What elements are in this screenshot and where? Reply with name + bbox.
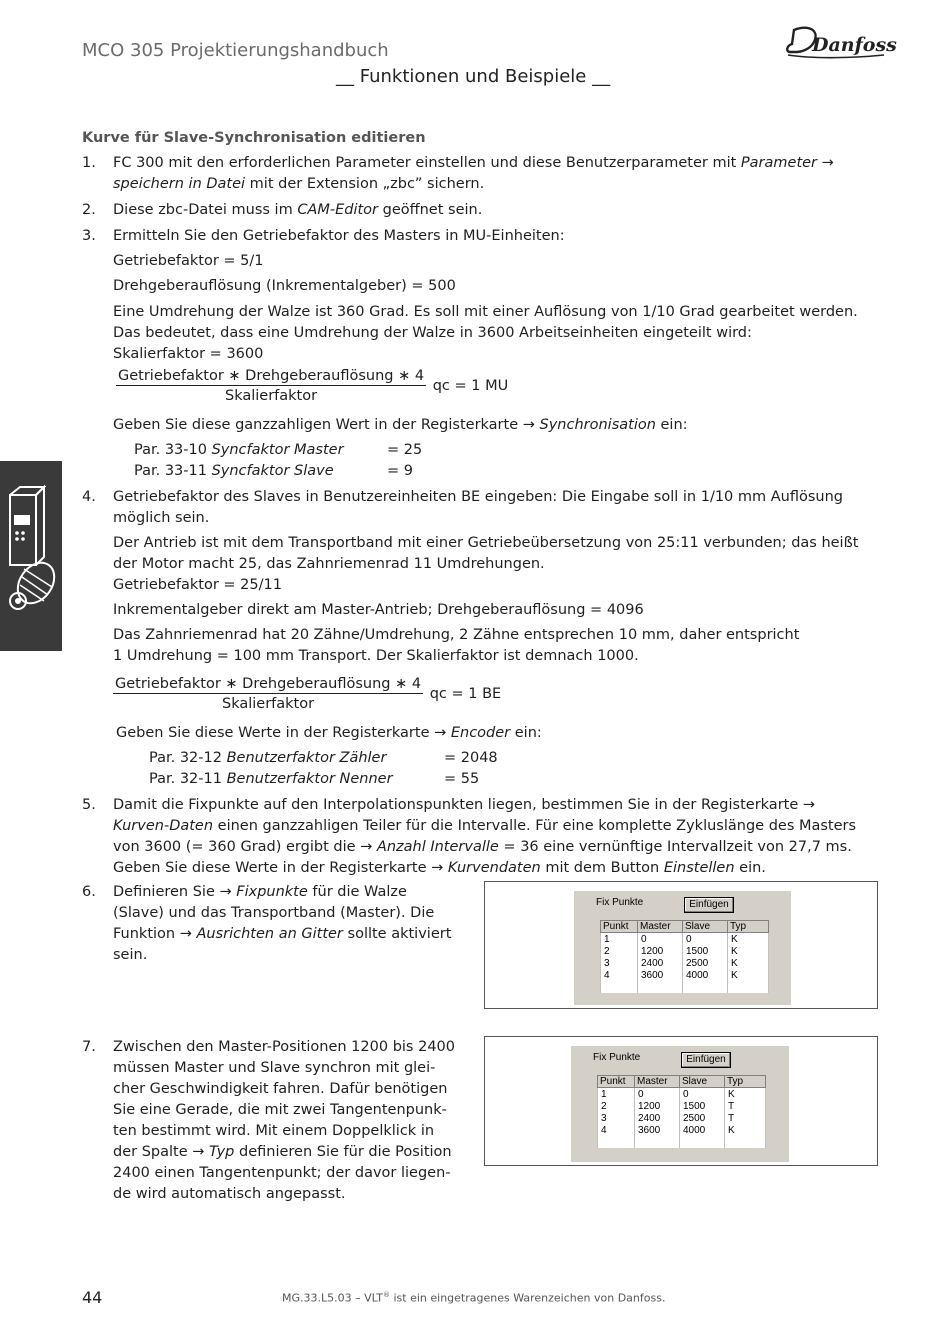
- step-3-number: 3.: [82, 228, 96, 244]
- fixpunkte-screenshot-1: [484, 881, 878, 1009]
- danfoss-logo: [784, 22, 897, 66]
- fixpunkte-table: [597, 1075, 766, 1148]
- column-header[interactable]: Punkt: [601, 921, 638, 933]
- step-4-description: Der Antrieb ist mit dem Transportband mit einer Getriebeübersetzung von 25:11 verbunden; das heißt der Motor macht 25, das Zahnriemenrad 11 Umdrehungen. Getriebefaktor = 25/11: [113, 535, 859, 593]
- formula-denominator: Skalierfaktor: [225, 388, 318, 404]
- table-row[interactable]: 3 2400 2500 K: [601, 957, 769, 969]
- step-4-formula: [113, 676, 501, 712]
- step-2-number: 2.: [82, 202, 96, 218]
- chapter-side-tab: [0, 461, 62, 651]
- table-row[interactable]: 3 2400 2500 T: [598, 1112, 766, 1124]
- formula-numerator: Getriebefaktor ∗ Drehgeberauflösung ∗ 4: [115, 676, 422, 692]
- column-header[interactable]: Typ: [728, 921, 769, 933]
- column-header[interactable]: Master: [635, 1076, 680, 1088]
- step-3-intro: Ermitteln Sie den Getriebefaktor des Masters in MU-Einheiten:: [113, 228, 565, 244]
- param-33-10: Par. 33-10 Syncfaktor Master: [134, 442, 344, 458]
- fix-punkte-dialog: [571, 1046, 789, 1162]
- step-3-gear: Getriebefaktor = 5/1: [113, 253, 264, 269]
- step-4-transport: Das Zahnriemenrad hat 20 Zähne/Umdrehung, 2 Zähne entsprechen 10 mm, daher entspricht 1 Umdrehung = 100 mm Transport. Der Skalierfaktor ist demnach 1000.: [113, 627, 800, 664]
- step-4-encoder: Inkrementalgeber direkt am Master-Antrieb; Drehgeberauflösung = 4096: [113, 602, 644, 618]
- step-5-text: Damit die Fixpunkte auf den Interpolationspunkten liegen, bestimmen Sie in der Registerkarte → Kurven-Daten einen ganzzahligen Teiler für die Intervalle. Für eine komplette Zykluslänge des Masters von 3600 (= 360 Grad) ergibt die → Anzahl Intervalle = 36 eine vernünftige Intervallzeit von 27,7 ms. Geben Sie diese Werte in der Registerkarte → Kurvendaten mit dem Button Einstellen ein.: [113, 797, 857, 876]
- step-3-description: Eine Umdrehung der Walze ist 360 Grad. Es soll mit einer Auflösung von 1/10 Grad gearbeitet werden. Das bedeutet, dass eine Umdrehung der Walze in 3600 Arbeitseinheiten eingeteilt wird: Skalierfaktor = 3600: [113, 304, 858, 362]
- step-6-text: Definieren Sie → Fixpunkte für die Walze (Slave) und das Transportband (Master). Die Funktion → Ausrichten an Gitter sollte aktiviert sein.: [113, 884, 452, 963]
- page-number: 44: [82, 1288, 103, 1307]
- footer-text: MG.33.L5.03 – VLT® ist ein eingetragenes Warenzeichen von Danfoss.: [282, 1291, 666, 1305]
- column-header[interactable]: Punkt: [598, 1076, 635, 1088]
- fixpunkte-screenshot-2: [484, 1036, 878, 1166]
- step-2-text: Diese zbc-Datei muss im CAM-Editor geöffnet sein.: [113, 202, 483, 218]
- param-32-11: Par. 32-11 Benutzerfaktor Nenner: [149, 771, 393, 787]
- einfuegen-button[interactable]: Einfügen: [681, 1052, 731, 1068]
- fix-punkte-dialog: [574, 891, 791, 1005]
- column-header[interactable]: Slave: [680, 1076, 725, 1088]
- formula-result: qc = 1 BE: [429, 686, 502, 702]
- step-6-number: 6.: [82, 884, 96, 900]
- section-heading: Kurve für Slave-Synchronisation editieren: [82, 130, 426, 146]
- table-row[interactable]: 1 0 0 K: [601, 933, 769, 946]
- document-title: MCO 305 Projektierungshandbuch: [82, 40, 389, 61]
- dialog-title: Fix Punkte: [596, 897, 644, 908]
- step-4-number: 4.: [82, 489, 96, 505]
- param-32-12: Par. 32-12 Benutzerfaktor Zähler: [149, 750, 387, 766]
- column-header[interactable]: Master: [638, 921, 683, 933]
- formula-numerator: Getriebefaktor ∗ Drehgeberauflösung ∗ 4: [118, 368, 425, 384]
- param-33-10-value: = 25: [387, 442, 423, 458]
- column-header[interactable]: Slave: [683, 921, 728, 933]
- param-33-11: Par. 33-11 Syncfaktor Slave: [134, 463, 334, 479]
- section-title: __ Funktionen und Beispiele __: [336, 66, 611, 87]
- table-row-empty[interactable]: [598, 1136, 766, 1148]
- drive-motor-icon: [0, 461, 62, 651]
- step-3-encoder: Drehgeberauflösung (Inkrementalgeber) = 500: [113, 278, 456, 294]
- step-1-text: FC 300 mit den erforderlichen Parameter einstellen und diese Benutzerparameter mit Parameter → speichern in Datei mit der Extension „zbc” sichern.: [113, 155, 834, 192]
- table-row[interactable]: 4 3600 4000 K: [598, 1124, 766, 1136]
- formula-denominator: Skalierfaktor: [222, 696, 315, 712]
- column-header[interactable]: Typ: [725, 1076, 766, 1088]
- step-3-enter: Geben Sie diese ganzzahligen Wert in der Registerkarte → Synchronisation ein:: [113, 417, 688, 433]
- table-row-empty[interactable]: [601, 981, 769, 993]
- formula-result: qc = 1 MU: [432, 378, 509, 394]
- einfuegen-button[interactable]: Einfügen: [684, 897, 734, 913]
- dialog-title: Fix Punkte: [593, 1052, 641, 1063]
- table-row[interactable]: 2 1200 1500 T: [598, 1100, 766, 1112]
- step-7-text: Zwischen den Master-Positionen 1200 bis 2400 müssen Master und Slave synchron mit glei- cher Geschwindigkeit fahren. Dafür benötigen Sie eine Gerade, die mit zwei Tangentenpunk- ten bestimmt wird. Mit einem Doppelklick in der Spalte → Typ definieren Sie für die Position 2400 einen Tangentenpunkt; der davor liegen- de wird automatisch angepasst.: [113, 1039, 455, 1202]
- logo-wordmark: Danfoss: [812, 34, 897, 56]
- step-4-enter: Geben Sie diese Werte in der Registerkarte → Encoder ein:: [116, 725, 542, 741]
- step-5-number: 5.: [82, 797, 96, 813]
- param-32-11-value: = 55: [444, 771, 480, 787]
- step-3-formula: [116, 368, 508, 404]
- step-4-intro: Getriebefaktor des Slaves in Benutzereinheiten BE eingeben: Die Eingabe soll in 1/10 mm Auflösung möglich sein.: [113, 489, 844, 526]
- table-row[interactable]: 2 1200 1500 K: [601, 945, 769, 957]
- table-row[interactable]: 4 3600 4000 K: [601, 969, 769, 981]
- param-32-12-value: = 2048: [444, 750, 498, 766]
- param-33-11-value: = 9: [387, 463, 413, 479]
- table-row[interactable]: 1 0 0 K: [598, 1088, 766, 1101]
- fixpunkte-table: [600, 920, 769, 993]
- step-1-number: 1.: [82, 155, 96, 171]
- step-7-number: 7.: [82, 1039, 96, 1055]
